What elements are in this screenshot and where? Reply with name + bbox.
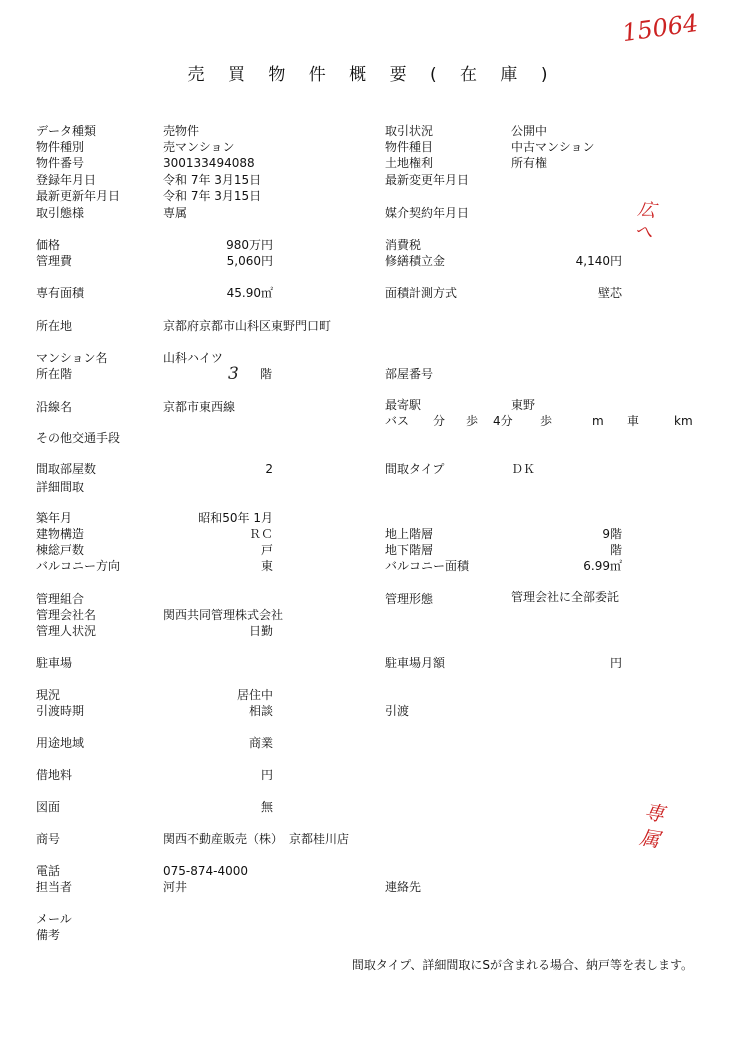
label-handover-time: 引渡時期 — [36, 704, 85, 718]
value-current-status: 居住中 — [236, 688, 273, 702]
label-email: メール — [36, 912, 72, 926]
label-balcony-direction: バルコニー方向 — [36, 559, 121, 573]
label-management-company: 管理会社名 — [36, 608, 97, 622]
label-management-association: 管理組合 — [36, 592, 85, 606]
value-property-number: 300133494088 — [163, 156, 255, 170]
access-car: 車 — [627, 414, 640, 428]
label-drawing: 図面 — [36, 800, 61, 814]
value-price: 980万円 — [226, 238, 273, 252]
value-property-kind: 売マンション — [163, 140, 235, 154]
value-management-form: 管理会社に全部委託 — [511, 590, 620, 604]
access-walk-minutes: 4分 — [493, 414, 513, 428]
value-property-item: 中古マンション — [511, 140, 595, 154]
value-mansion-name: 山科ハイツ — [163, 351, 224, 365]
label-parking-fee: 駐車場月額 — [385, 656, 446, 670]
label-balcony-area: バルコニー面積 — [385, 559, 470, 573]
label-contract-date: 媒介契約年月日 — [385, 206, 470, 220]
label-total-units: 棟総戸数 — [36, 543, 85, 557]
access-walk-2: 歩 — [540, 414, 553, 428]
label-layout-detail: 詳細間取 — [36, 480, 85, 494]
label-address: 所在地 — [36, 319, 73, 333]
label-consumption-tax: 消費税 — [385, 238, 422, 252]
value-nearest-station: 東野 — [511, 398, 536, 412]
value-manager-status: 日勤 — [248, 624, 273, 638]
label-structure: 建物構造 — [36, 527, 85, 541]
value-structure: ＲＣ — [248, 527, 273, 541]
label-registered-date: 登録年月日 — [36, 173, 97, 187]
value-balcony-direction: 東 — [260, 559, 273, 573]
value-exclusive-area: 45.90㎡ — [226, 286, 273, 300]
value-floors-above: 9階 — [602, 527, 622, 541]
value-balcony-area: 6.99㎡ — [583, 559, 622, 573]
value-land-rent: 円 — [260, 768, 273, 782]
label-updated-date: 最新更新年月日 — [36, 189, 121, 203]
label-layout-type: 間取タイプ — [385, 462, 445, 476]
access-meters: m — [592, 414, 604, 428]
handwritten-mark-top: 広へ — [633, 198, 657, 244]
access-bus-minutes: 分 — [433, 414, 446, 428]
value-person-in-charge: 河井 — [163, 880, 188, 894]
value-land-right: 所有権 — [511, 156, 548, 170]
label-phone: 電話 — [36, 864, 61, 878]
label-exclusive-area: 専有面積 — [36, 286, 85, 300]
label-handover: 引渡 — [385, 704, 410, 718]
label-line: 沿線名 — [36, 400, 73, 414]
label-management-form: 管理形態 — [385, 592, 434, 606]
label-manager-status: 管理人状況 — [36, 624, 97, 638]
label-zoning: 用途地域 — [36, 736, 85, 750]
value-built-date: 昭和50年 1月 — [198, 511, 273, 525]
label-room-count: 間取部屋数 — [36, 462, 97, 476]
handwritten-floor-number: 3 — [228, 364, 239, 384]
value-area-method: 壁芯 — [597, 286, 622, 300]
value-zoning: 商業 — [248, 736, 273, 750]
value-phone: 075-874-4000 — [163, 864, 249, 878]
access-walk-1: 歩 — [466, 414, 479, 428]
access-km: km — [674, 414, 693, 428]
handwritten-id-number: 15064 — [620, 8, 700, 48]
value-management-company: 関西共同管理株式会社 — [163, 608, 284, 622]
label-property-number: 物件番号 — [36, 156, 85, 170]
label-price: 価格 — [36, 238, 61, 252]
value-address: 京都府京都市山科区東野門口町 — [163, 319, 332, 333]
label-floor: 所在階 — [36, 367, 73, 381]
label-repair-fund: 修繕積立金 — [385, 254, 446, 268]
label-data-type: データ種類 — [36, 124, 97, 138]
label-land-right: 土地権利 — [385, 156, 434, 170]
label-parking: 駐車場 — [36, 656, 73, 670]
label-person-in-charge: 担当者 — [36, 880, 73, 894]
value-line: 京都市東西線 — [163, 400, 236, 414]
label-room-number: 部屋番号 — [385, 367, 434, 381]
value-deal-form: 専属 — [163, 206, 188, 220]
label-contact: 連絡先 — [385, 880, 422, 894]
label-land-rent: 借地料 — [36, 768, 73, 782]
label-floors-below: 地下階層 — [385, 543, 434, 557]
value-parking-fee: 円 — [609, 656, 622, 670]
value-layout-type: ＤＫ — [511, 462, 536, 476]
value-room-count: 2 — [265, 462, 273, 476]
footnote: 間取タイプ、詳細間取にSが含まれる場合、納戸等を表します。 — [351, 958, 693, 972]
label-area-method: 面積計測方式 — [385, 286, 458, 300]
label-nearest-station: 最寄駅 — [385, 398, 422, 412]
label-company-name: 商号 — [36, 832, 61, 846]
value-updated-date: 令和 7年 3月15日 — [163, 189, 262, 203]
label-remarks: 備考 — [36, 928, 61, 942]
label-property-kind: 物件種別 — [36, 140, 85, 154]
value-management-fee: 5,060円 — [226, 254, 273, 268]
label-other-transport: その他交通手段 — [36, 431, 121, 445]
value-drawing: 無 — [260, 800, 273, 814]
value-total-units: 戸 — [260, 543, 273, 557]
page-title: 売 買 物 件 概 要 ( 在 庫 ) — [187, 65, 557, 85]
label-property-item: 物件種目 — [385, 140, 434, 154]
value-deal-status: 公開中 — [511, 124, 548, 138]
value-repair-fund: 4,140円 — [575, 254, 622, 268]
value-registered-date: 令和 7年 3月15日 — [163, 173, 262, 187]
value-handover-time: 相談 — [248, 704, 273, 718]
value-data-type: 売物件 — [163, 124, 200, 138]
label-management-fee: 管理費 — [36, 254, 73, 268]
label-mansion-name: マンション名 — [36, 351, 108, 365]
value-floors-below: 階 — [609, 543, 622, 557]
label-built-date: 築年月 — [36, 511, 73, 525]
label-current-status: 現況 — [36, 688, 61, 702]
access-bus: バス — [385, 414, 410, 428]
label-floors-above: 地上階層 — [385, 527, 434, 541]
value-floor-unit: 階 — [260, 367, 273, 381]
value-company-name: 関西不動産販売（株） 京都桂川店 — [163, 832, 350, 846]
label-deal-status: 取引状況 — [385, 124, 434, 138]
label-deal-form: 取引態様 — [36, 206, 85, 220]
handwritten-mark-exclusive: 専属 — [637, 799, 667, 853]
label-changed-date: 最新変更年月日 — [385, 173, 470, 187]
